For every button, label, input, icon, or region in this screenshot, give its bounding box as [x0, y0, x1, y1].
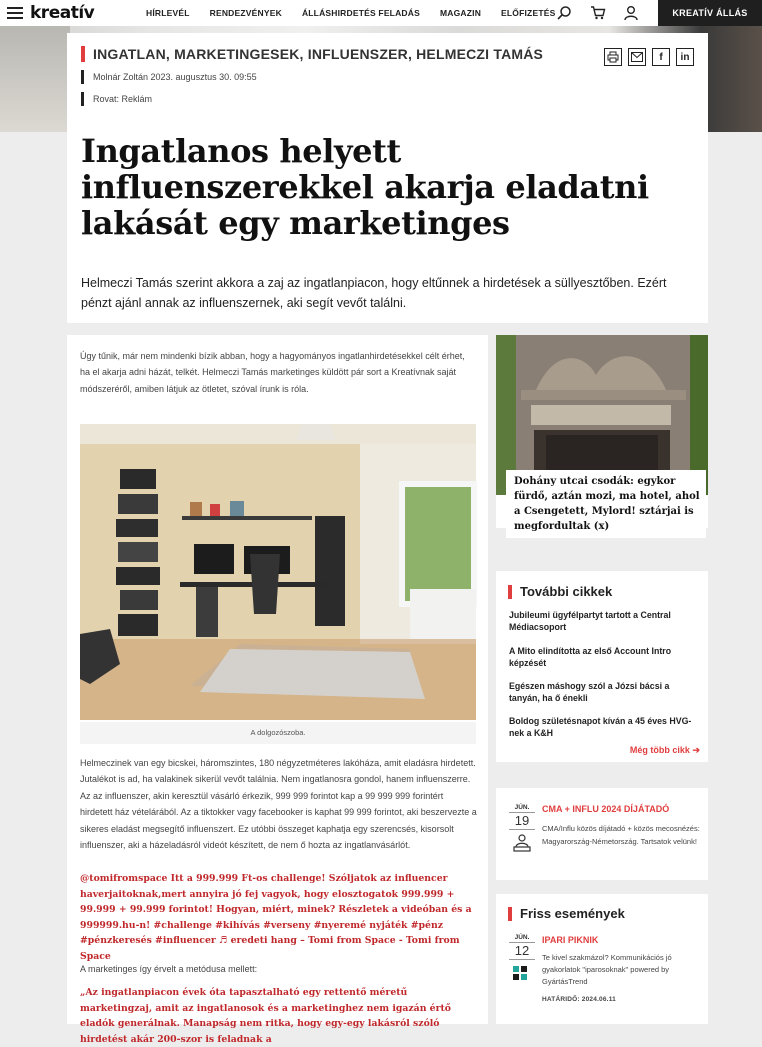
event-month: JÚN. — [514, 804, 530, 811]
fresh-event-title[interactable]: IPARI PIKNIK — [542, 935, 599, 945]
quote-text: „Az ingatlanpiacon évek óta tapasztalható egy rettentő méretű marketingzaj, amit az ingatlanosok és a marketinghez nem igazán értő eladók generálnak. Manapság nem ritka, hogy egy-egy lakásról szóló hirdetést akár 200-szor is feladnak a — [80, 987, 451, 1045]
fresh-event-month: JÚN. — [514, 934, 530, 941]
more-articles-heading — [508, 584, 612, 599]
more-articles-box — [496, 571, 708, 762]
mail-icon[interactable] — [628, 48, 646, 66]
share-buttons — [604, 48, 694, 66]
nav-link-rendezvenyek[interactable]: RENDEZVÉNYEK — [209, 8, 282, 18]
more-article-item[interactable]: A Mito elindította az első Account Intro képzését — [509, 646, 672, 668]
meta-bar — [81, 70, 84, 84]
user-icon[interactable] — [623, 5, 639, 21]
article-lead: Helmeczi Tamás szerint akkora a zaj az ingatlanpiacon, hogy eltűnnek a hirdetések a süllyesztőben. Ezért pénzt ajánl annak az influenszernek, aki segít vevőt találni. — [81, 276, 667, 310]
event-date — [509, 804, 535, 857]
fresh-event-description: Te kivel szakmázol? Kommunikációs jó gyakorlatok "iparosoknak" powered by GyártásTrend — [542, 953, 672, 986]
search-icon[interactable] — [556, 5, 572, 21]
print-icon[interactable] — [604, 48, 622, 66]
article-tags — [81, 46, 543, 62]
accent-bar — [81, 46, 85, 62]
more-articles-link[interactable] — [630, 745, 700, 756]
author-date-text: Molnár Zoltán 2023. augusztus 30. 09:55 — [93, 72, 257, 82]
nav-link-hirlevel[interactable]: HÍRLEVÉL — [146, 8, 190, 18]
nav-link-elofizetes[interactable]: ELŐFIZETÉS — [501, 8, 556, 18]
event-description: CMA/Influ közös díjátadó + közös mecosnézés: Magyarország-Németország. Tartsatok velünk! — [542, 824, 700, 846]
fresh-event-date — [509, 934, 535, 987]
nav-links — [146, 8, 575, 18]
hero-image-left — [0, 26, 70, 132]
event-card[interactable] — [496, 788, 708, 880]
nav-link-magazin[interactable]: MAGAZIN — [439, 8, 482, 18]
more-article-item[interactable]: Egészen máshogy szól a Józsi bácsi a tanyán, ha ő énekli — [509, 681, 670, 703]
more-article-item[interactable]: Jubileumi ügyfélpartyt tartott a Central Médiacsoport — [509, 610, 671, 632]
intro-paragraph: Úgy tűnik, már nem mindenki bízik abban, hogy a hagyományos ingatlanhirdetésekkel célt érhet, ha el akarja adni házát, telkét. Helmeczi Tamás marketinges küldött pár sort a Kreatívnak saját módszeréről, amiben látjuk az ötletet, szóval írunk is róla. — [80, 351, 465, 394]
fresh-events-box — [496, 894, 708, 1024]
nav-link-allashirdetes[interactable]: ÁLLÁSHIRDETÉS FELADÁS — [301, 8, 420, 18]
tags-text[interactable]: INGATLAN, MARKETINGESEK, INFLUENSZER, HELMECZI TAMÁS — [93, 46, 544, 62]
speaker-icon — [512, 834, 532, 852]
meta-bar — [81, 92, 84, 106]
article-title: Ingatlanos helyett influenszerekkel akarja eladatni lakását egy marketinges — [81, 132, 649, 242]
tiktok-embed-text[interactable]: @tomifromspace Itt a 999.999 Ft-os challenge! Szóljatok az influencer haverjaitoknak,mert annyira jó fej vagyok, hogy elosztogatok 999.999 + 99.999 + 99.999 forintot! Hogyan, miért, minek? Részletek a videóban és a 999999.hu-n! #challenge #kihívás #verseny #nyeremé nyjáték #pénz #pénzkeresés #influencer ♬ eredeti hang – Tomi from Space - Tomi from Space — [80, 873, 472, 962]
linkedin-icon[interactable]: in — [676, 48, 694, 66]
facebook-icon[interactable]: f — [652, 48, 670, 66]
more-articles-link-label: Még több cikk — [629, 745, 690, 755]
promo-card[interactable] — [496, 335, 708, 532]
fresh-event-deadline: HATÁRIDŐ: 2024.06.11 — [542, 996, 616, 1003]
cart-icon[interactable] — [590, 5, 606, 21]
section-label — [81, 92, 152, 106]
site-logo[interactable]: kreatív — [30, 3, 95, 23]
promo-title[interactable]: Dohány utcai csodák: egykor fürdő, aztán mozi, ma hotel, ahol a Csengetett, Mylord! sztárjai is megfordultak (x) — [506, 470, 706, 538]
event-title[interactable]: CMA + INFLU 2024 DÍJÁTADÓ — [542, 804, 670, 814]
accent-bar — [508, 585, 512, 599]
article-body — [67, 335, 488, 1045]
top-navigation — [0, 0, 762, 26]
arrow-right-icon: ➔ — [692, 745, 700, 755]
menu-icon[interactable] — [7, 7, 23, 19]
kreativ-allas-button[interactable]: KREATÍV ÁLLÁS — [658, 0, 762, 26]
body-paragraph: Helmeczinek van egy bicskei, háromszintes, 180 négyzetméteres lakóháza, amit eladásra hirdetett. Jutalékot is ad, ha valakinek sikerül vevőt találnia. Nem ingatlanosra gondol, hanem influenszerre. Az az influenszer, akin keresztül vásárló érkezik, 999 999 forintot kap a 99 999 999 forintért hirdetett ház vételárából. Az a tiktokker vagy facebooker is kaphat 99 999 forintot, aki beszervezte a sikeres eladást megsegítő influenszert. Ez utóbbi összeget kaphatja egy szerencsés, kisorsolt influenszer, aki a házeladásról videót készített, de nem ő hozta az ingatlanvásárlót. — [80, 758, 477, 851]
fresh-event-day: 12 — [509, 942, 535, 960]
more-article-item[interactable]: Boldog születésnapot kíván a 45 éves HVG-nek a K&H — [509, 716, 692, 738]
accent-bar — [508, 907, 512, 921]
fresh-events-title: Friss események — [520, 906, 625, 921]
article-photo — [80, 424, 476, 720]
photo-caption: A dolgozószoba. — [80, 722, 476, 744]
author-date — [81, 70, 257, 84]
puzzle-icon — [512, 964, 532, 982]
more-articles-title: További cikkek — [520, 584, 613, 599]
section-text[interactable]: Rovat: Reklám — [93, 94, 153, 104]
argument-intro: A marketinges így érvelt a metódusa mellett: — [80, 964, 258, 974]
article-header — [67, 33, 708, 323]
fresh-events-heading — [508, 906, 625, 921]
event-day: 19 — [509, 812, 535, 830]
